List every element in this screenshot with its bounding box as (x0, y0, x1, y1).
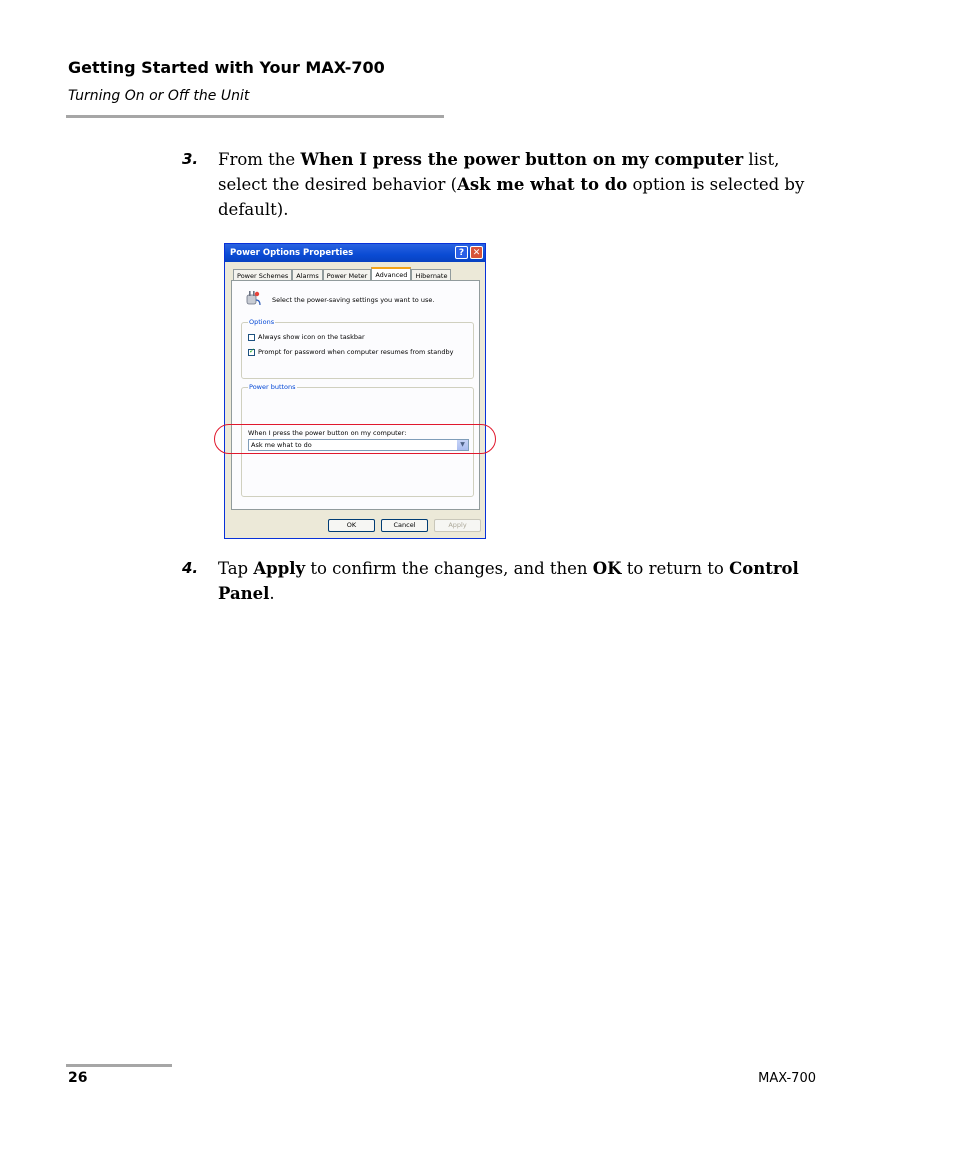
power-button-action-value: Ask me what to do (251, 441, 312, 449)
power-buttons-group-label: Power buttons (249, 383, 296, 391)
power-plug-icon (244, 289, 262, 307)
power-button-action-label: When I press the power button on my computer: (248, 429, 407, 437)
tab-strip (233, 267, 451, 281)
step-number: 4. (182, 559, 199, 577)
cancel-button[interactable]: Cancel (381, 519, 428, 532)
step-text: From the When I press the power button on my computer list, select the desired behavior (Ask me what to do option is selected by default). (218, 150, 805, 219)
prompt-password-option[interactable] (248, 348, 454, 356)
advanced-tab-panel (231, 280, 480, 510)
help-button[interactable]: ? (455, 246, 468, 259)
ok-button[interactable]: OK (328, 519, 375, 532)
dialog-title-bar (225, 244, 485, 262)
step-text: Tap Apply to confirm the changes, and then OK to return to Control Panel. (218, 559, 799, 603)
page-number: 26 (68, 1070, 88, 1086)
apply-button[interactable]: Apply (434, 519, 481, 532)
tab-power-schemes[interactable]: Power Schemes (233, 269, 292, 282)
show-icon-label: Always show icon on the taskbar (258, 333, 365, 341)
tab-advanced[interactable]: Advanced (371, 267, 411, 283)
tab-alarms[interactable]: Alarms (292, 269, 323, 282)
close-button[interactable]: ✕ (470, 246, 483, 259)
intro-text: Select the power-saving settings you want to use. (272, 296, 435, 304)
header-divider (66, 115, 444, 118)
power-options-dialog (224, 243, 486, 539)
prompt-password-label: Prompt for password when computer resumes from standby (258, 348, 454, 356)
footer-product: MAX-700 (758, 1071, 816, 1086)
section-subtitle: Turning On or Off the Unit (68, 88, 250, 104)
dialog-title: Power Options Properties (230, 248, 354, 258)
show-icon-checkbox[interactable] (248, 334, 255, 341)
tab-hibernate[interactable]: Hibernate (411, 269, 451, 282)
options-group-label: Options (249, 318, 275, 326)
step-number: 3. (182, 150, 199, 168)
chapter-title: Getting Started with Your MAX-700 (68, 58, 385, 77)
footer-divider (66, 1064, 172, 1067)
step-3 (182, 147, 822, 222)
chevron-down-icon[interactable]: ▼ (457, 440, 468, 450)
prompt-password-checkbox[interactable] (248, 349, 255, 356)
step-4 (182, 556, 822, 606)
options-group (241, 318, 474, 379)
tab-power-meter[interactable]: Power Meter (323, 269, 372, 282)
highlight-oval (214, 424, 496, 454)
show-icon-option[interactable] (248, 333, 365, 341)
